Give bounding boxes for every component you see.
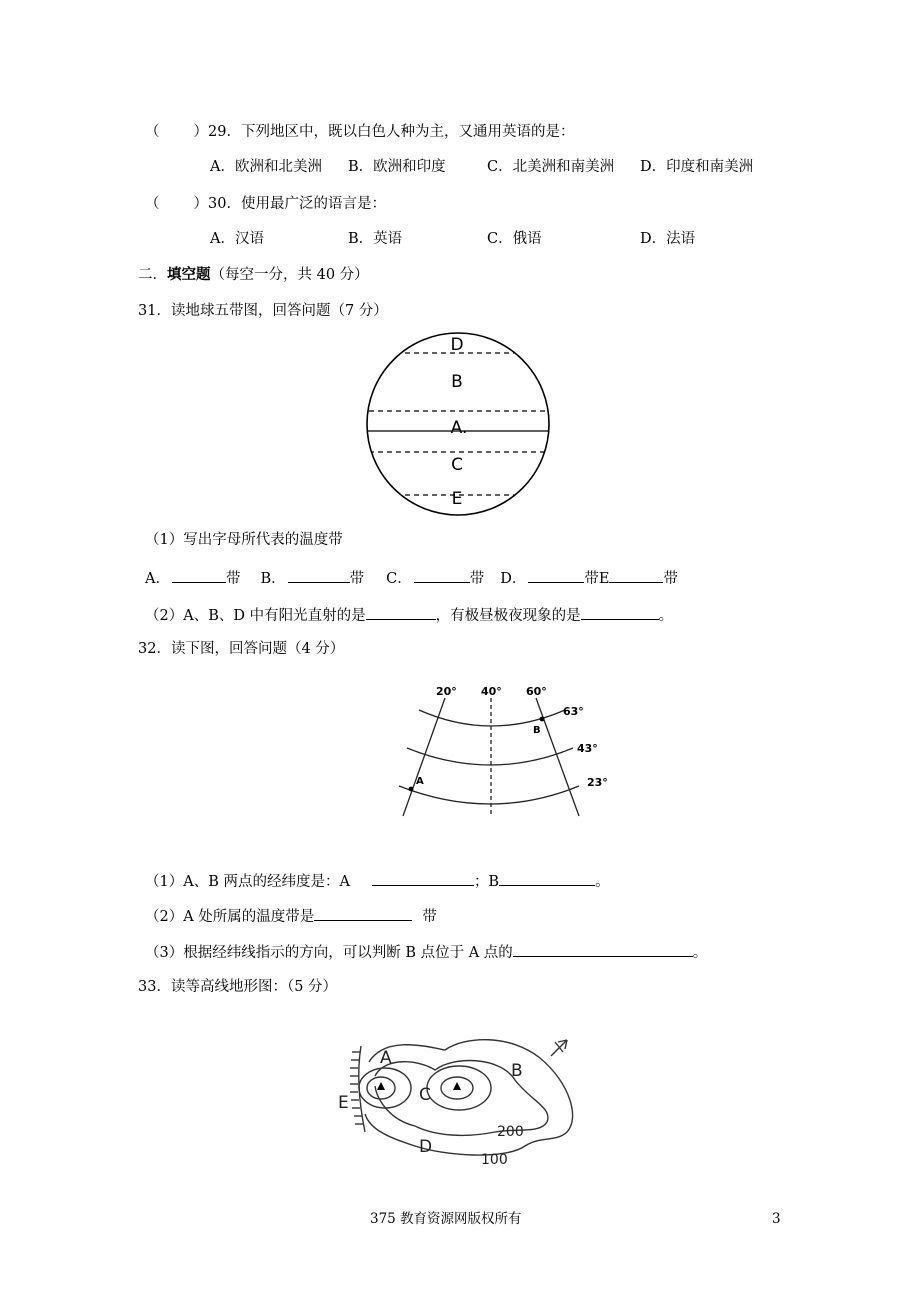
q32-sub1: [145, 869, 610, 892]
q32-sub1-end: 。: [595, 874, 610, 890]
section2-prefix: 二．: [138, 267, 167, 283]
section2-heading: [138, 265, 369, 285]
q31-sub1: （1）写出字母所代表的温度带: [145, 532, 343, 548]
q32-sub2-part1: （2）A 处所属的温度带是: [145, 909, 315, 925]
q31-fill-line: [145, 566, 678, 589]
fill-suffix-b: 带: [349, 571, 365, 587]
q32-sub2: [145, 904, 437, 927]
blank-c[interactable]: [414, 566, 470, 583]
q32-sub3-end: 。: [692, 945, 708, 961]
contour-100: [365, 1040, 573, 1155]
fill-label-a: A．: [145, 571, 170, 587]
q30-option-a: A．汉语: [210, 231, 264, 247]
zone-label-e: E: [451, 489, 463, 509]
q29-paren-open: （: [145, 124, 160, 140]
contour-value-100: 100: [481, 1152, 508, 1168]
longitude-label-40: 40°: [481, 685, 502, 698]
q32-title: 32．读下图，回答问题（4 分）: [138, 641, 345, 657]
q32-sub3: [145, 940, 707, 963]
fill-suffix-a: 带: [225, 571, 241, 587]
q32-sub2-part2: 带: [422, 909, 437, 925]
blank-a[interactable]: [172, 566, 226, 583]
fill-suffix-c: 带: [469, 571, 485, 587]
q33-title: 33．读等高线地形图：（5 分）: [138, 979, 338, 995]
longitude-label-60: 60°: [526, 685, 547, 698]
contour-label-a: A: [380, 1048, 392, 1068]
q29-option-a: A．欧洲和北美洲: [210, 159, 322, 175]
blank-e[interactable]: [609, 566, 663, 583]
page-number: 3: [772, 1211, 781, 1227]
blank-b-direction[interactable]: [513, 940, 693, 957]
contour-label-c: C: [419, 1085, 431, 1105]
q30-option-b: B．英语: [348, 231, 403, 247]
latitude-label-23: 23°: [587, 776, 608, 789]
q32-sub1-part1: （1）A、B 两点的经纬度是：A: [145, 874, 350, 890]
zone-label-b: B: [451, 372, 463, 392]
q30-text: 30．使用最广泛的语言是：: [208, 196, 386, 212]
q29-text: 29．下列地区中，既以白色人种为主，又通用英语的是：: [208, 124, 575, 140]
peak-right-triangle: [453, 1082, 461, 1090]
q32-sub1-part2: ；B: [473, 874, 500, 890]
blank-a-coords[interactable]: [372, 869, 474, 886]
q30-option-d: D．法语: [640, 231, 696, 247]
latitude-43-line: [407, 748, 573, 765]
q31-sub2-part1: （2）A、B、D 中有阳光直射的是: [145, 608, 366, 624]
point-label-b: B: [533, 725, 541, 736]
q31-sub2-end: 。: [658, 608, 674, 624]
fill-suffix-e: 带: [663, 571, 678, 587]
contour-label-d: D: [419, 1137, 433, 1157]
contour-value-200: 200: [497, 1124, 524, 1140]
q31-sub2: [145, 603, 673, 626]
contour-map-diagram: [335, 1028, 585, 1168]
blank-a-zone[interactable]: [314, 904, 412, 921]
latitude-23-line: [399, 786, 579, 804]
footer-copyright: 375 教育资源网版权所有: [370, 1211, 522, 1227]
blank-polar-day[interactable]: [581, 603, 659, 620]
five-zones-diagram: [360, 332, 560, 516]
blank-direct-sun[interactable]: [366, 603, 436, 620]
fill-suffix-d: 带: [584, 571, 599, 587]
q29-option-b: B．欧洲和印度: [348, 159, 446, 175]
blank-b[interactable]: [288, 566, 350, 583]
q29-paren-close: ）: [193, 124, 208, 140]
fill-label-e: E: [598, 571, 610, 587]
peak-a-triangle: [377, 1082, 385, 1090]
contour-label-e: E: [338, 1093, 349, 1113]
section2-note: （每空一分，共 40 分）: [210, 267, 369, 283]
fill-label-c: C．: [386, 571, 412, 587]
blank-b-coords[interactable]: [499, 869, 595, 886]
blank-d[interactable]: [528, 566, 584, 583]
q29-option-d: D．印度和南美洲: [640, 159, 754, 175]
q31-sub2-part2: ，有极昼极夜现象的是: [435, 608, 581, 624]
zone-label-a: A.: [450, 418, 468, 438]
latitude-label-63: 63°: [563, 705, 584, 718]
section2-title: 填空题: [167, 266, 211, 283]
point-a-dot: [409, 787, 414, 792]
q32-sub3-part1: （3）根据经纬线指示的方向，可以判断 B 点位于 A 点的: [145, 945, 513, 961]
q30-option-c: C．俄语: [487, 231, 542, 247]
q30-paren-open: （: [145, 196, 160, 212]
fill-label-b: B．: [260, 571, 286, 587]
contour-label-b: B: [511, 1061, 523, 1081]
q29-line: [145, 122, 574, 142]
q30-paren-close: ）: [193, 196, 208, 212]
point-label-a: A: [416, 776, 424, 787]
q31-title: 31．读地球五带图，回答问题（7 分）: [138, 303, 388, 319]
zone-label-c: C: [451, 455, 463, 475]
q29-option-c: C．北美洲和南美洲: [487, 159, 615, 175]
graticule-diagram: [395, 682, 625, 822]
fill-label-d: D．: [500, 571, 527, 587]
q30-line: [145, 194, 386, 214]
longitude-label-20: 20°: [436, 685, 457, 698]
zone-label-d: D: [450, 335, 464, 355]
latitude-label-43: 43°: [577, 742, 598, 755]
point-b-dot: [540, 717, 545, 722]
